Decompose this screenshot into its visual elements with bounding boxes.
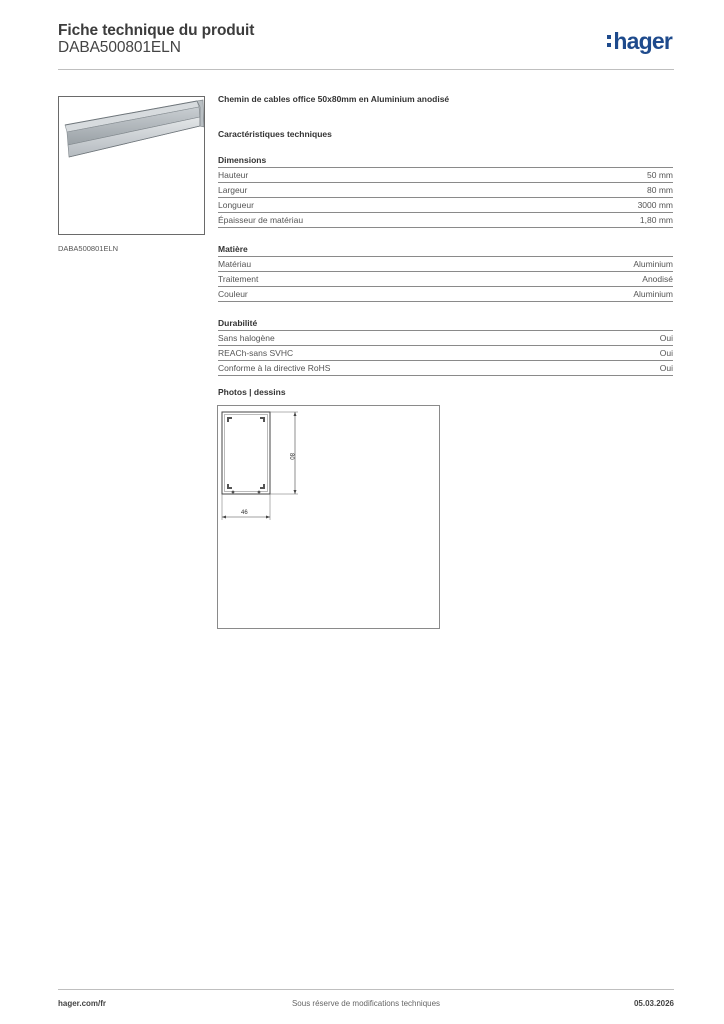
cable-tray-image bbox=[59, 97, 205, 235]
spec-row bbox=[218, 287, 673, 302]
spec-label: Couleur bbox=[218, 289, 248, 299]
spec-row bbox=[218, 213, 673, 228]
dim-width-label: 46 bbox=[241, 510, 248, 516]
spec-value: Oui bbox=[659, 333, 673, 343]
technical-drawing bbox=[217, 405, 440, 629]
spec-label: Épaisseur de matériau bbox=[218, 215, 304, 225]
page-title: Fiche technique du produit bbox=[58, 22, 255, 39]
spec-value: Anodisé bbox=[642, 274, 673, 284]
spec-row bbox=[218, 346, 673, 361]
spec-row bbox=[218, 257, 673, 272]
section-title: Matière bbox=[218, 244, 673, 257]
footer-notice: Sous réserve de modifications techniques bbox=[291, 999, 441, 1008]
photo-caption: DABA500801ELN bbox=[58, 244, 119, 253]
spec-value: Oui bbox=[659, 348, 673, 358]
spec-row bbox=[218, 168, 673, 183]
hager-logo bbox=[607, 28, 672, 54]
tech-heading: Caractéristiques techniques bbox=[218, 129, 332, 139]
section-title: Durabilité bbox=[218, 318, 673, 331]
section-material bbox=[218, 244, 673, 302]
spec-label: Conforme à la directive RoHS bbox=[218, 363, 331, 373]
photos-heading: Photos | dessins bbox=[218, 387, 286, 397]
page-footer bbox=[58, 989, 674, 1013]
spec-label: Traitement bbox=[218, 274, 259, 284]
product-reference: DABA500801ELN bbox=[58, 39, 181, 56]
footer-website-link[interactable]: hager.com/fr bbox=[58, 999, 107, 1008]
spec-value: Aluminium bbox=[633, 259, 673, 269]
spec-row bbox=[218, 272, 673, 287]
spec-value: 80 mm bbox=[647, 185, 673, 195]
logo-text: hager bbox=[613, 28, 672, 54]
spec-label: Largeur bbox=[218, 185, 248, 195]
page-header bbox=[58, 22, 674, 70]
spec-value: Oui bbox=[659, 363, 673, 373]
spec-label: REACh-sans SVHC bbox=[218, 348, 294, 358]
spec-value: 50 mm bbox=[647, 170, 673, 180]
spec-row bbox=[218, 331, 673, 346]
product-name: Chemin de cables office 50x80mm en Aluminium anodisé bbox=[218, 94, 450, 104]
spec-value: 1,80 mm bbox=[639, 215, 673, 225]
spec-row bbox=[218, 198, 673, 213]
product-photo bbox=[58, 96, 205, 235]
spec-value: Aluminium bbox=[633, 289, 673, 299]
spec-label: Sans halogène bbox=[218, 333, 275, 343]
spec-value: 3000 mm bbox=[637, 200, 673, 210]
section-dimensions bbox=[218, 155, 673, 228]
dim-height-label: 80 bbox=[288, 453, 294, 460]
footer-date: 05.03.2026 bbox=[633, 999, 674, 1008]
spec-row bbox=[218, 183, 673, 198]
logo-dots-icon bbox=[607, 35, 611, 47]
cross-section-drawing bbox=[218, 406, 441, 630]
spec-label: Matériau bbox=[218, 259, 252, 269]
product-specs bbox=[218, 94, 673, 376]
spec-label: Longueur bbox=[218, 200, 254, 210]
section-title: Dimensions bbox=[218, 155, 673, 168]
spec-row bbox=[218, 361, 673, 376]
section-durability bbox=[218, 318, 673, 376]
spec-label: Hauteur bbox=[218, 170, 249, 180]
